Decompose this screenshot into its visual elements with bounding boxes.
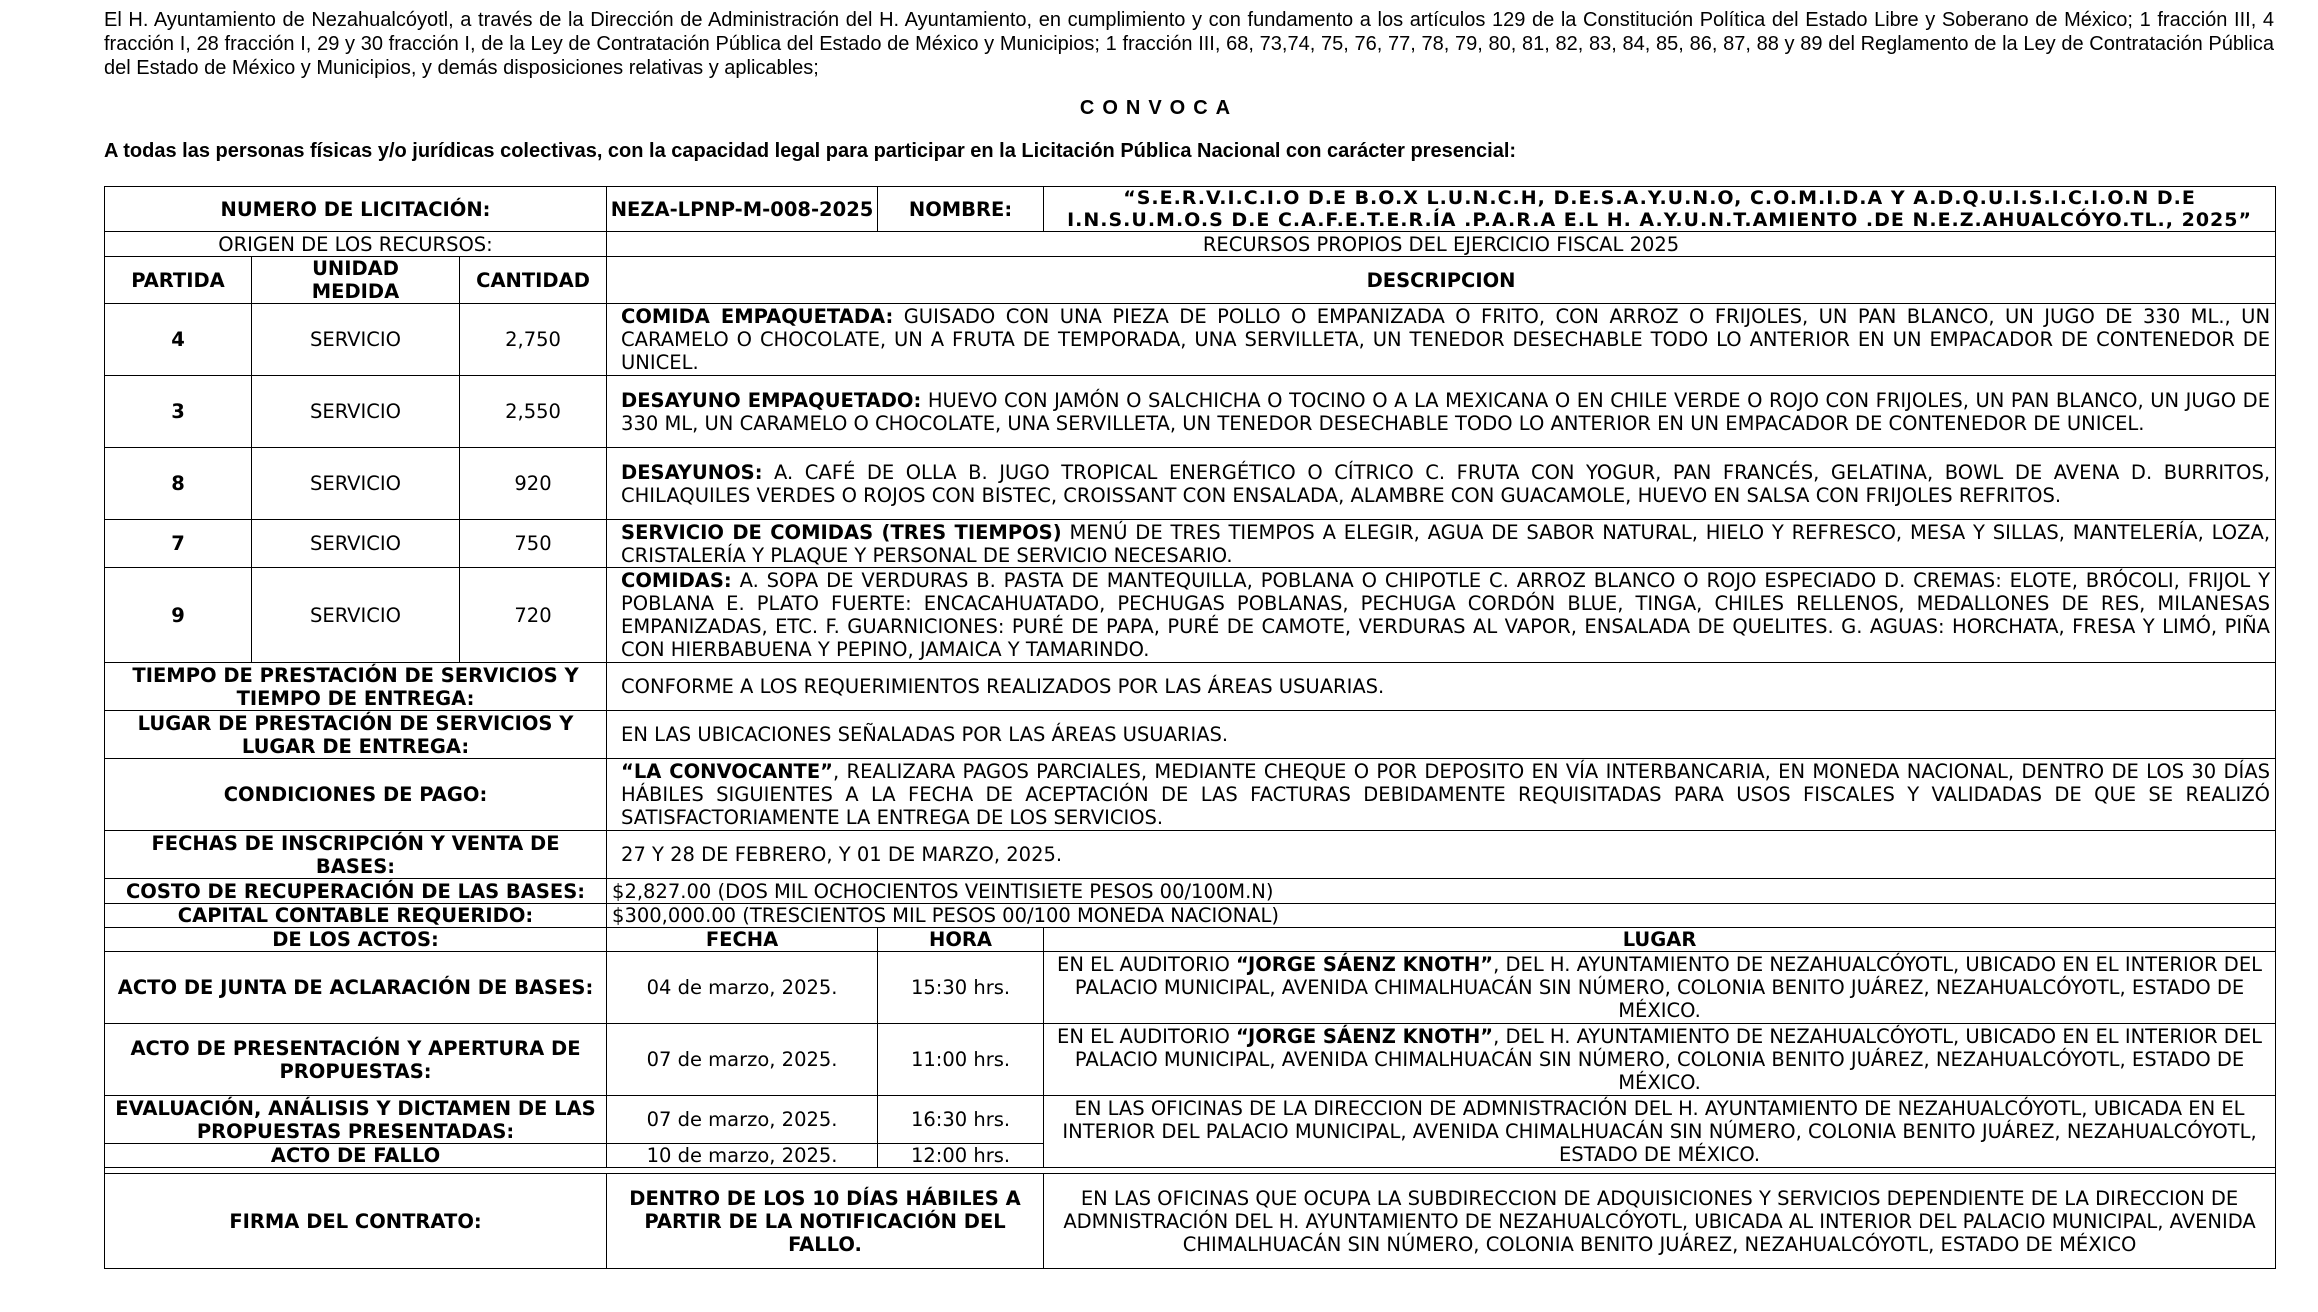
- unidad-cell: SERVICIO: [252, 376, 460, 448]
- unidad-cell: SERVICIO: [252, 520, 460, 568]
- header-partida: PARTIDA: [105, 257, 252, 304]
- unidad-cell: SERVICIO: [252, 448, 460, 520]
- descripcion-cell: [607, 568, 2276, 663]
- licitacion-number: NEZA-LPNP-M-008-2025: [607, 187, 878, 232]
- header-unidad: UNIDAD MEDIDA: [252, 257, 460, 304]
- nombre-label: NOMBRE:: [878, 187, 1044, 232]
- partida-cell: 9: [105, 568, 252, 663]
- tiempo-row: [105, 663, 2276, 711]
- partida-cell: 4: [105, 304, 252, 376]
- lugar-post: , DEL H. AYUNTAMIENTO DE NEZAHUALCÓYOTL, UBICADO EN EL INTERIOR DEL PALACIO MUNICIPAL, AVENIDA CHIMALHUACÁN SIN NÚMERO, COLONIA BENITO JUÁREZ, NEZAHUALCÓYOTL, ESTADO DE MÉXICO.: [1074, 1025, 2263, 1094]
- descripcion-title: SERVICIO DE COMIDAS (TRES TIEMPOS): [621, 520, 1062, 544]
- firma-plazo: DENTRO DE LOS 10 DÍAS HÁBILES A PARTIR DE LA NOTIFICACIÓN DEL FALLO.: [607, 1174, 1044, 1269]
- costo-row: [105, 879, 2276, 904]
- partida-cell: 7: [105, 520, 252, 568]
- licitacion-name: “S.E.R.V.I.C.I.O D.E B.O.X L.U.N.C.H, D.E.S.A.Y.U.N.O, C.O.M.I.D.A Y A.D.Q.U.I.S.I.C.I.O.N D.E I.N.S.U.M.O.S D.E C.A.F.E.T.E.R.ÍA .P.A.R.A E.L H. A.Y.U.N.T.AMIENTO .DE N.E.Z.AHUALCÓYO.TL., 2025”: [1044, 187, 2276, 232]
- lugar-label: LUGAR DE PRESTACIÓN DE SERVICIOS Y LUGAR DE ENTREGA:: [105, 711, 607, 759]
- tiempo-label: TIEMPO DE PRESTACIÓN DE SERVICIOS Y TIEMPO DE ENTREGA:: [105, 663, 607, 711]
- descripcion-text: HUEVO CON JAMÓN O SALCHICHA O TOCINO O A LA MEXICANA O EN CHILE VERDE O ROJO CON FRIJOLES, UN PAN BLANCO, UN JUGO DE 330 ML, UN CARAMELO O CHOCOLATE, UNA SERVILLETA, UN TENEDOR DESECHABLE TODO LO ANTERIOR EN UN EMPACADOR DE CONTENEDOR DE UNICEL.: [621, 388, 2271, 435]
- table-row: [105, 448, 2276, 520]
- firma-label: FIRMA DEL CONTRATO:: [105, 1174, 607, 1269]
- pago-row: [105, 759, 2276, 831]
- table-row: [105, 304, 2276, 376]
- lugar-pre: EN EL AUDITORIO: [1057, 1025, 1237, 1048]
- descripcion-title: DESAYUNOS:: [621, 460, 763, 484]
- fechas-row: [105, 831, 2276, 879]
- descripcion-cell: [607, 520, 2276, 568]
- pago-label: CONDICIONES DE PAGO:: [105, 759, 607, 831]
- capital-value: $300,000.00 (TRESCIENTOS MIL PESOS 00/100 MONEDA NACIONAL): [607, 904, 2276, 928]
- acto-name: ACTO DE FALLO: [105, 1144, 607, 1168]
- acto-fecha: 07 de marzo, 2025.: [607, 1096, 878, 1144]
- fechas-label: FECHAS DE INSCRIPCIÓN Y VENTA DE BASES:: [105, 831, 607, 879]
- costo-label: COSTO DE RECUPERACIÓN DE LAS BASES:: [105, 879, 607, 904]
- acto-lugar: [1044, 1024, 2276, 1096]
- cantidad-cell: 720: [460, 568, 607, 663]
- acto-presentacion-row: [105, 1024, 2276, 1096]
- fechas-value: 27 Y 28 DE FEBRERO, Y 01 DE MARZO, 2025.: [607, 831, 2276, 879]
- fecha-header: FECHA: [607, 928, 878, 952]
- header-descripcion: DESCRIPCION: [607, 257, 2276, 304]
- acto-fecha: 07 de marzo, 2025.: [607, 1024, 878, 1096]
- table-row: [105, 520, 2276, 568]
- descripcion-text: GUISADO CON UNA PIEZA DE POLLO O EMPANIZADA O FRITO, CON ARROZ O FRIJOLES, UN PAN BLANCO, UN JUGO DE 330 ML., UN CARAMELO O CHOCOLATE, UN A FRUTA DE TEMPORADA, UNA SERVILLETA, UN TENEDOR DESECHABLE TODO LO ANTERIOR EN UN EMPACADOR DE CONTENEDOR DE UNICEL.: [621, 305, 2271, 374]
- descripcion-text: A. CAFÉ DE OLLA B. JUGO TROPICAL ENERGÉTICO O CÍTRICO C. FRUTA CON YOGUR, PAN FRANCÉS, GELATINA, BOWL DE AVENA D. BURRITOS, CHILAQUILES VERDES O ROJOS CON BISTEC, CROISSANT CON ENSALADA, ALAMBRE CON GUACAMOLE, HUEVO EN SALSA CON FRIJOLES REFRITOS.: [621, 460, 2271, 507]
- descripcion-title: COMIDA EMPAQUETADA:: [621, 305, 894, 328]
- numero-label: NUMERO DE LICITACIÓN:: [105, 187, 607, 232]
- descripcion-text: A. SOPA DE VERDURAS B. PASTA DE MANTEQUILLA, POBLANA O CHIPOTLE C. ARROZ BLANCO O ROJO ESPECIADO D. CREMAS: ELOTE, BRÓCOLI, FRIJOL Y POBLANA E. PLATO FUERTE: ENCACAHUATADO, PECHUGAS POBLANAS, PECHUGA CORDÓN BLUE, TINGA, CHILES RELLENOS, MEDALLONES DE RES, MILANESAS EMPANIZADAS, ETC. F. GUARNICIONES: PURÉ DE PAPA, PURÉ DE CAMOTE, VERDURAS AL VAPOR, ENSALADA DE QUELITES. G. AGUAS: HORCHATA, FRESA Y LIMÓ, PIÑA CON HIERBABUENA Y PEPINO, JAMAICA Y TAMARINDO.: [621, 569, 2271, 661]
- auditorio-name: “JORGE SÁENZ KNOTH”: [1236, 1025, 1494, 1048]
- cantidad-cell: 2,550: [460, 376, 607, 448]
- acto-evaluacion-row: [105, 1096, 2276, 1144]
- pago-value: [607, 759, 2276, 831]
- acto-name: EVALUACIÓN, ANÁLISIS Y DICTAMEN DE LAS PROPUESTAS PRESENTADAS:: [105, 1096, 607, 1144]
- table-row: [105, 568, 2276, 663]
- cantidad-cell: 750: [460, 520, 607, 568]
- acto-lugar: [1044, 952, 2276, 1024]
- lugar-post: , DEL H. AYUNTAMIENTO DE NEZAHUALCÓYOTL, UBICADO EN EL INTERIOR DEL PALACIO MUNICIPAL, AVENIDA CHIMALHUACÁN SIN NÚMERO, COLONIA BENITO JUÁREZ, NEZAHUALCÓYOTL, ESTADO DE MÉXICO.: [1074, 953, 2263, 1022]
- costo-value: $2,827.00 (DOS MIL OCHOCIENTOS VEINTISIETE PESOS 00/100M.N): [607, 879, 2276, 904]
- firma-row: [105, 1174, 2276, 1269]
- unidad-cell: SERVICIO: [252, 568, 460, 663]
- lugar-row: [105, 711, 2276, 759]
- acto-hora: 15:30 hrs.: [878, 952, 1044, 1024]
- origen-label: ORIGEN DE LOS RECURSOS:: [105, 232, 607, 257]
- unidad-cell: SERVICIO: [252, 304, 460, 376]
- descripcion-title: COMIDAS:: [621, 569, 732, 592]
- convoca-heading: CONVOCA: [1079, 97, 1239, 119]
- table-row: [105, 376, 2276, 448]
- pago-text: , REALIZARA PAGOS PARCIALES, MEDIANTE CHEQUE O POR DEPOSITO EN VÍA INTERBANCARIA, EN MONEDA NACIONAL, DENTRO DE LOS 30 DÍAS HÁBILES SIGUIENTES A LA FECHA DE ACEPTACIÓN DE LAS FACTURAS DEBIDAMENTE REQUISITADAS PARA USOS FISCALES Y VALIDADAS DE QUE SE REALIZÓ SATISFACTORIAMENTE LA ENTREGA DE LOS SERVICIOS.: [621, 760, 2271, 829]
- acto-junta-row: [105, 952, 2276, 1024]
- descripcion-cell: [607, 448, 2276, 520]
- convocante-label: “LA CONVOCANTE”: [621, 760, 833, 783]
- lugar-value: EN LAS UBICACIONES SEÑALADAS POR LAS ÁREAS USUARIAS.: [607, 711, 2276, 759]
- acto-hora: 16:30 hrs.: [878, 1096, 1044, 1144]
- intro-paragraph: El H. Ayuntamiento de Nezahualcóyotl, a través de la Dirección de Administración del H. Ayuntamiento, en cumplimiento y con fundamento a los artículos 129 de la Constitución Política del Estado Libre y Soberano de México; 1 fracción III, 4 fracción I, 28 fracción I, 29 y 30 fracción I, de la Ley de Contratación Pública del Estado de México y Municipios; 1 fracción III, 68, 73,74, 75, 76, 77, 78, 79, 80, 81, 82, 83, 84, 85, 86, 87, 88 y 89 del Reglamento de la Ley de Contratación Pública del Estado de México y Municipios, y demás disposiciones relativas y aplicables;: [104, 9, 2274, 79]
- invitation-statement: A todas las personas físicas y/o jurídicas colectivas, con la capacidad legal para participar en la Licitación Pública Nacional con carácter presencial:: [104, 140, 1517, 162]
- partida-cell: 3: [105, 376, 252, 448]
- licitacion-number-row: [105, 187, 2276, 232]
- lugar-header: LUGAR: [1044, 928, 2276, 952]
- cantidad-cell: 2,750: [460, 304, 607, 376]
- auditorio-name: “JORGE SÁENZ KNOTH”: [1236, 953, 1494, 976]
- descripcion-cell: [607, 376, 2276, 448]
- tiempo-value: CONFORME A LOS REQUERIMIENTOS REALIZADOS POR LAS ÁREAS USUARIAS.: [607, 663, 2276, 711]
- licitacion-table: [104, 186, 2276, 1269]
- acto-hora: 11:00 hrs.: [878, 1024, 1044, 1096]
- capital-row: [105, 904, 2276, 928]
- acto-name: ACTO DE PRESENTACIÓN Y APERTURA DE PROPUESTAS:: [105, 1024, 607, 1096]
- lugar-pre: EN EL AUDITORIO: [1057, 953, 1237, 976]
- actos-header: DE LOS ACTOS:: [105, 928, 607, 952]
- acto-name: ACTO DE JUNTA DE ACLARACIÓN DE BASES:: [105, 952, 607, 1024]
- partida-cell: 8: [105, 448, 252, 520]
- descripcion-text: MENÚ DE TRES TIEMPOS A ELEGIR, AGUA DE SABOR NATURAL, HIELO Y REFRESCO, MESA Y SILLAS, MANTELERÍA, LOZA, CRISTALERÍA Y PLAQUE Y PERSONAL DE SERVICIO NECESARIO.: [621, 520, 2271, 567]
- acto-fecha: 10 de marzo, 2025.: [607, 1144, 878, 1168]
- actos-header-row: [105, 928, 2276, 952]
- hora-header: HORA: [878, 928, 1044, 952]
- firma-lugar: EN LAS OFICINAS QUE OCUPA LA SUBDIRECCION DE ADQUISICIONES Y SERVICIOS DEPENDIENTE DE LA DIRECCION DE ADMNISTRACIÓN DEL H. AYUNTAMIENTO DE NEZAHUALCÓYOTL, UBICADA AL INTERIOR DEL PALACIO MUNICIPAL, AVENIDA CHIMALHUACÁN SIN NÚMERO, COLONIA BENITO JUÁREZ, NEZAHUALCÓYOTL, ESTADO DE MÉXICO: [1044, 1174, 2276, 1269]
- capital-label: CAPITAL CONTABLE REQUERIDO:: [105, 904, 607, 928]
- acto-fecha: 04 de marzo, 2025.: [607, 952, 878, 1024]
- header-cantidad: CANTIDAD: [460, 257, 607, 304]
- cantidad-cell: 920: [460, 448, 607, 520]
- acto-hora: 12:00 hrs.: [878, 1144, 1044, 1168]
- descripcion-title: DESAYUNO EMPAQUETADO:: [621, 388, 922, 412]
- column-headers: [105, 257, 2276, 304]
- origen-value: RECURSOS PROPIOS DEL EJERCICIO FISCAL 2025: [607, 232, 2276, 257]
- descripcion-cell: [607, 304, 2276, 376]
- acto-lugar-oficinas: EN LAS OFICINAS DE LA DIRECCION DE ADMNISTRACIÓN DEL H. AYUNTAMIENTO DE NEZAHUALCÓYOTL, UBICADA EN EL INTERIOR DEL PALACIO MUNICIPAL, AVENIDA CHIMALHUACÁN SIN NÚMERO, COLONIA BENITO JUÁREZ, NEZAHUALCÓYOTL, ESTADO DE MÉXICO.: [1044, 1096, 2276, 1168]
- origen-row: [105, 232, 2276, 257]
